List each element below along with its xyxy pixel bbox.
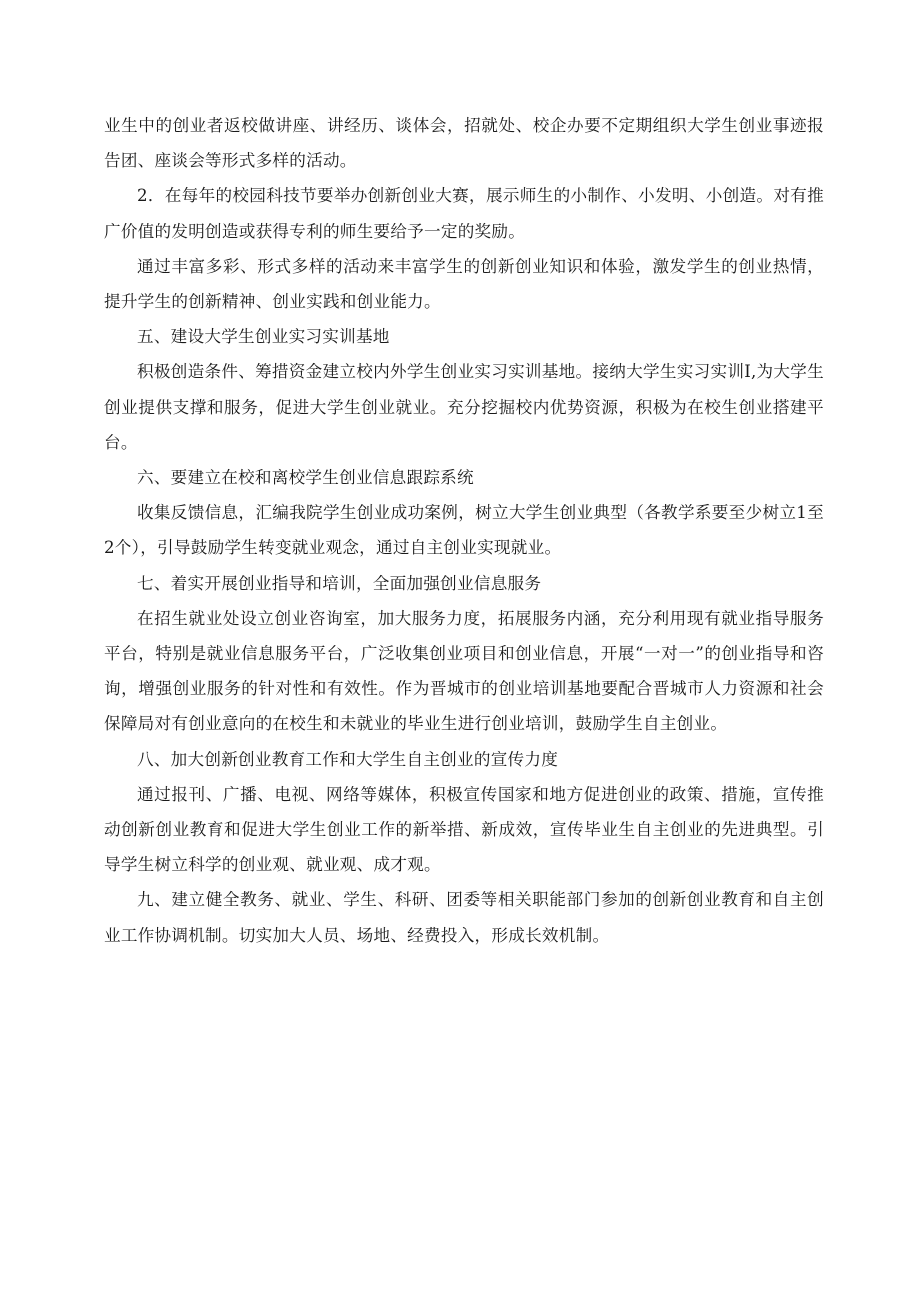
paragraph-activities: 通过丰富多彩、形式多样的活动来丰富学生的创新创业知识和体验，激发学生的创业热情，提升学生的创新精神、创业实践和创业能力。 [104, 256, 824, 312]
paragraph-section-7: 在招生就业处设立创业咨询室，加大服务力度，拓展服务内涵，充分利用现有就业指导服务平台，特别是就业信息服务平台，广泛收集创业项目和创业信息，开展“一对一”的创业指导和咨询，增强创业服务的针对性和有效性。作为晋城市的创业培训基地要配合晋城市人力资源和社会保障局对有创业意向的在校生和未就业的毕业生进行创业培训，鼓励学生自主创业。 [104, 608, 824, 734]
section-heading-5: 五、建设大学生创业实习实训基地 [137, 327, 390, 347]
section-heading-9: 九、建立健全教务、就业、学生、科研、团委等相关职能部门参加的创新创业教育和自主创业工作协调机制。切实加大人员、场地、经费投入，形成长效机制。 [104, 890, 824, 945]
section-heading-8: 八、加大创新创业教育工作和大学生自主创业的宣传力度 [137, 749, 559, 769]
section-heading-6: 六、要建立在校和离校学生创业信息跟踪系统 [137, 468, 474, 488]
paragraph-item-2: 2．在每年的校园科技节要举办创新创业大赛，展示师生的小制作、小发明、小创造。对有推广价值的发明创造或获得专利的师生要给予一定的奖励。 [104, 186, 824, 241]
paragraph-section-8: 通过报刊、广播、电视、网络等媒体，积极宣传国家和地方促进创业的政策、措施，宣传推动创新创业教育和促进大学生创业工作的新举措、新成效，宣传毕业生自主创业的先进典型。引导学生树立科学的创业观、就业观、成才观。 [104, 784, 824, 875]
paragraph-continuation: 业生中的创业者返校做讲座、讲经历、谈体会，招就处、校企办要不定期组织大学生创业事迹报告团、座谈会等形式多样的活动。 [104, 116, 824, 171]
section-heading-7: 七、着实开展创业指导和培训，全面加强创业信息服务 [137, 573, 542, 593]
paragraph-section-5: 积极创造条件、筹措资金建立校内外学生创业实习实训基地。接纳大学生实习实训I,为大学生创业提供支撑和服务，促进大学生创业就业。充分挖掘校内优势资源，积极为在校生创业搭建平台。 [104, 362, 824, 452]
document-body [104, 108, 824, 953]
paragraph-section-6: 收集反馈信息，汇编我院学生创业成功案例，树立大学生创业典型（各教学系要至少树立1至2个），引导鼓励学生转变就业观念，通过自主创业实现就业。 [104, 503, 824, 558]
